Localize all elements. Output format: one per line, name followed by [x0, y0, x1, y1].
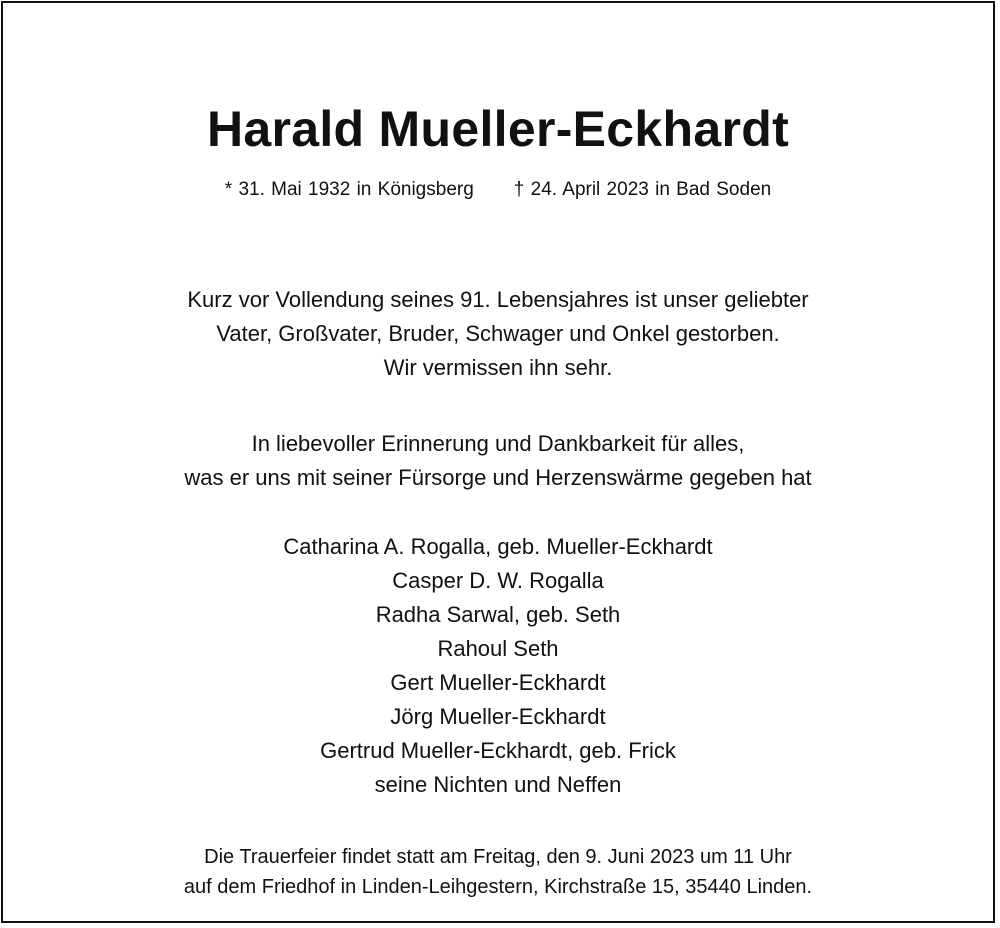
life-dates [3, 178, 993, 202]
mourner-name: Casper D. W. Rogalla [392, 568, 604, 593]
intro-line: Wir vermissen ihn sehr. [383, 355, 613, 380]
mourner-name: Gertrud Mueller-Eckhardt, geb. Frick [320, 738, 676, 763]
intro-line: Kurz vor Vollendung seines 91. Lebensjahres ist unser geliebter [187, 287, 809, 312]
remembrance-line: In liebevoller Erinnerung und Dankbarkeit für alles, [251, 431, 745, 456]
mourner-name: Rahoul Seth [437, 636, 559, 661]
intro-line: Vater, Großvater, Bruder, Schwager und Onkel gestorben. [216, 321, 780, 346]
remembrance-line: was er uns mit seiner Fürsorge und Herzenswärme gegeben hat [184, 465, 812, 490]
birth-date: * 31. Mai 1932 in Königsberg [224, 179, 474, 200]
mourner-name: seine Nichten und Neffen [374, 772, 622, 797]
service-info-line: Die Trauerfeier findet statt am Freitag, den 9. Juni 2023 um 11 Uhr [204, 846, 792, 868]
obituary-notice [1, 1, 995, 923]
mourner-name: Catharina A. Rogalla, geb. Mueller-Eckhardt [283, 534, 713, 559]
mourner-name: Jörg Mueller-Eckhardt [390, 704, 606, 729]
service-info-line: auf dem Friedhof in Linden-Leihgestern, Kirchstraße 15, 35440 Linden. [183, 876, 813, 898]
death-date: † 24. April 2023 in Bad Soden [513, 179, 772, 200]
deceased-name: Harald Mueller-Eckhardt [206, 101, 790, 157]
mourner-name: Gert Mueller-Eckhardt [390, 670, 606, 695]
mourner-name: Radha Sarwal, geb. Seth [375, 602, 621, 627]
